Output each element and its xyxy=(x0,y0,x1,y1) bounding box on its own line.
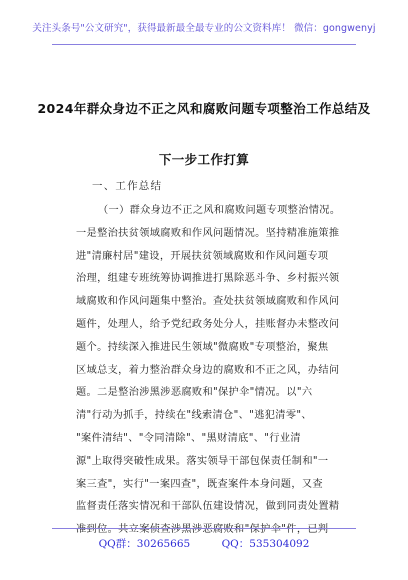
footer-qq-group: QQ群：30265665 xyxy=(98,538,191,550)
body-line: 治理，组建专班统筹协调推进打黑除恶斗争、乡村振兴领 xyxy=(76,273,340,285)
body-line: 域腐败和作风问题集中整治。查处扶贫领域腐败和作风问 xyxy=(76,296,340,308)
header-banner: 关注头条号"公文研究"，获得最新最全最专业的公文资料库！ 微信：gongwenyj xyxy=(32,23,376,34)
section-heading: 一、工作总结 xyxy=(92,180,163,192)
body-line: 案三查"，实行"一案四查"，既查案件本身问题，又查 xyxy=(76,478,323,490)
document-title-line-1: 2024年群众身边不正之风和腐败问题专项整治工作总结及 xyxy=(37,101,371,116)
body-line: 题。二是整治涉黑涉恶腐败和"保护伞"情况。以"六 xyxy=(76,387,313,399)
body-line: 准到位。共立案侦查涉黑涉恶腐败和"保护伞"件，已判 xyxy=(76,524,329,536)
document-title-line-2: 下一步工作打算 xyxy=(158,152,250,167)
footer-divider xyxy=(52,528,356,529)
body-line: 题件，处理人，给予党纪政务处分人，挂账督办未整改问 xyxy=(76,318,340,330)
body-line: 源"上取得突破性成果。落实领导干部包保责任制和"一 xyxy=(76,455,329,467)
body-line: （一）群众身边不正之风和腐败问题专项整治情况。 xyxy=(98,205,340,216)
body-line: "案件清结"、"令同清除"、"黑财清底"、"行业清 xyxy=(76,432,301,444)
footer xyxy=(0,536,408,551)
body-line: 题个。持续深入推进民生领域"微腐败"专项整治，聚焦 xyxy=(76,341,329,353)
body-line: 进"清廉村居"建设，开展扶贫领域腐败和作风问题专项 xyxy=(76,250,329,262)
body-line: 一是整治扶贫领域腐败和作风问题情况。坚持精准施策推 xyxy=(76,227,340,239)
body-line: 监督责任落实情况和干部队伍建设情况，做到同责处置精 xyxy=(76,501,340,513)
body-line: 区域总支，着力整治群众身边的腐败和不正之风，办结问 xyxy=(76,364,340,376)
body-line: 清"行动为抓手，持续在"线索清仓"、"逃犯清零"、 xyxy=(76,410,312,422)
header-divider xyxy=(52,44,356,45)
body-paragraph xyxy=(76,200,340,542)
footer-qq: QQ：535304092 xyxy=(221,538,310,550)
